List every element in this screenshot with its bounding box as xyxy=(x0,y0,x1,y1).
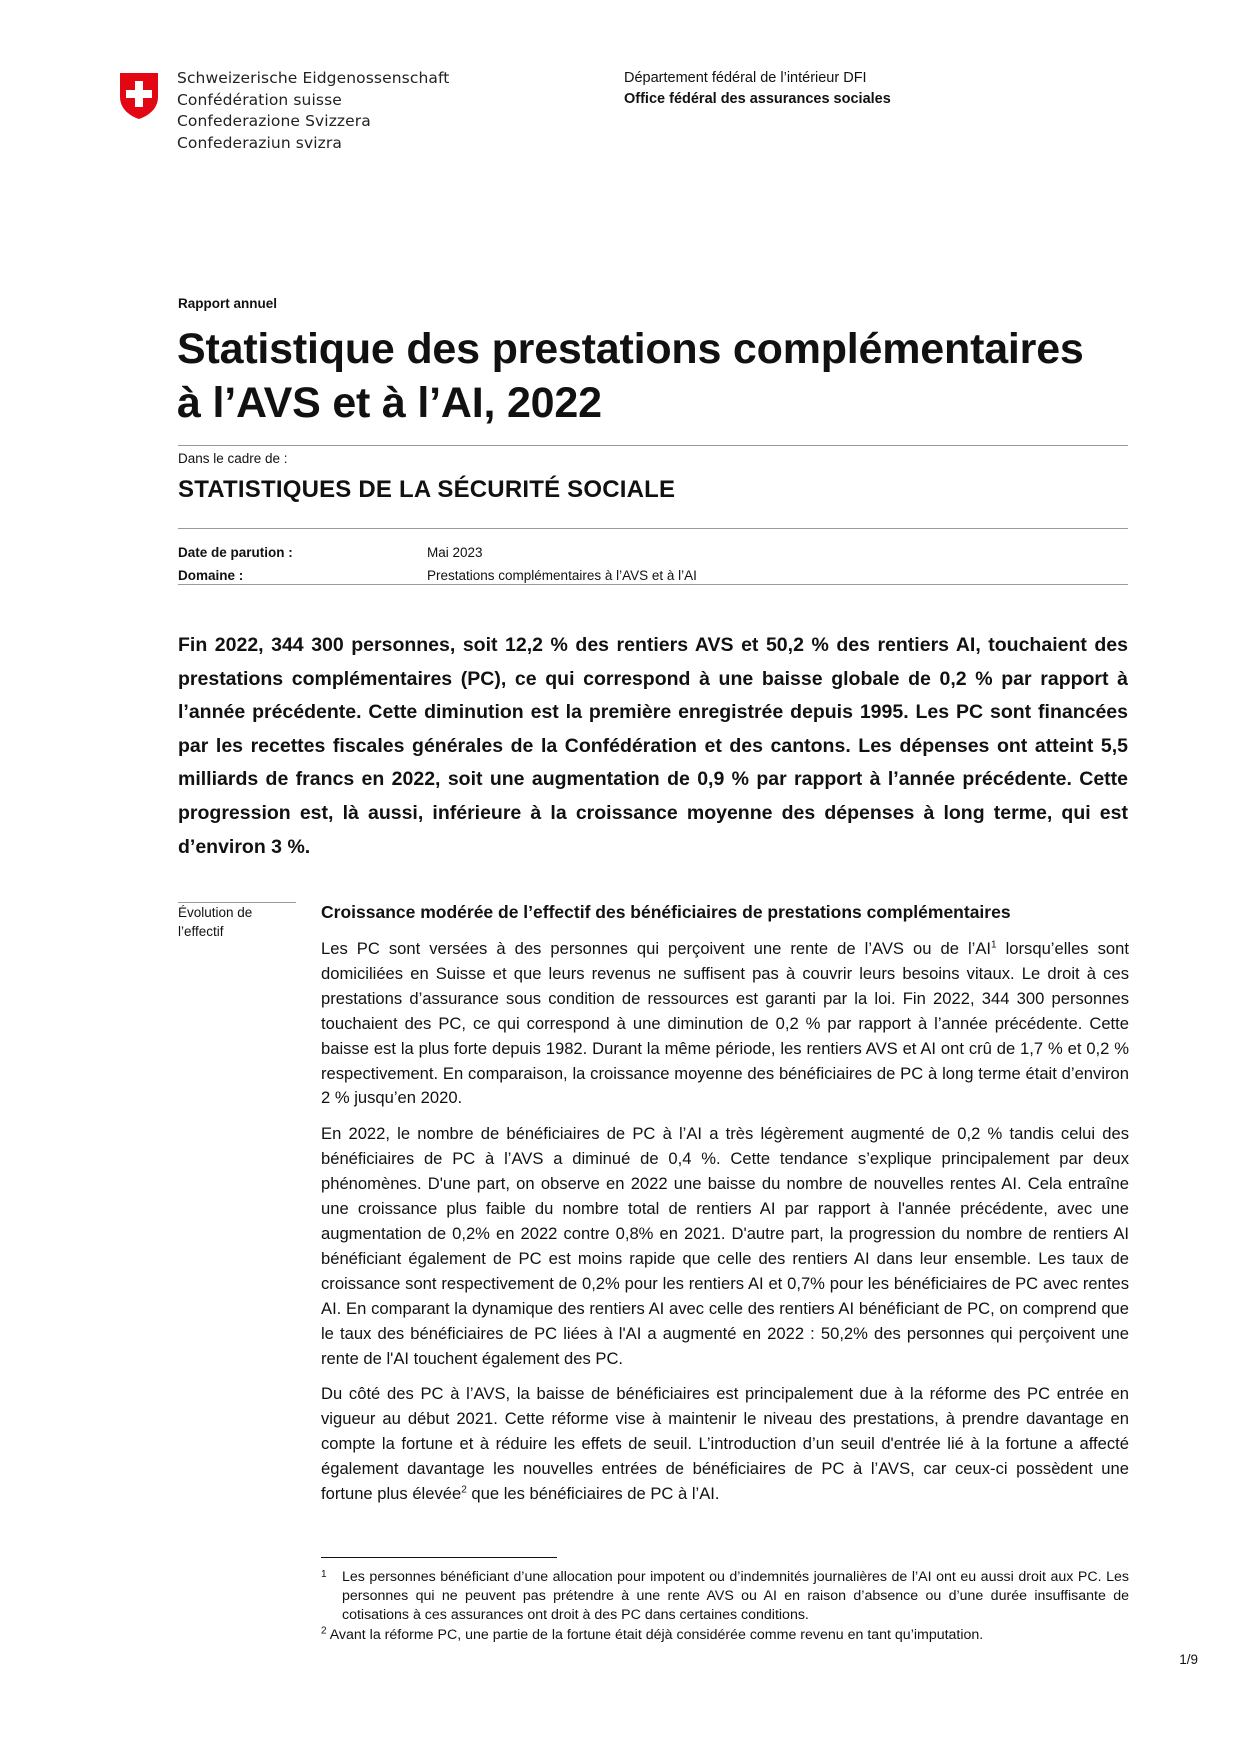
meta-label: Domaine : xyxy=(178,568,244,583)
paragraph-text: Du côté des PC à l’AVS, la baisse de bénéficiaires est principalement due à la réforme des PC entrée en vigueur au début 2021. Cette réforme vise à maintenir le niveau des prestations, à prendre davantage en compte la fortune et à réduire les effets de seuil. L’introduction d’un seuil d'entrée lié à la fortune a affecté également davantage les nouvelles entrées de bénéficiaires de PC à l’AVS, car ceux-ci possèdent une fortune plus élevée xyxy=(321,1384,1129,1504)
confederation-name-rm: Confederaziun svizra xyxy=(177,133,342,152)
section-body xyxy=(321,937,1129,1518)
footnote-text: Les personnes bénéficiant d’une allocation pour impotent ou d’indemnités journalières de l’AI ont eu aussi droit aux PC. Les personnes qui ne peuvent pas prétendre à une rente AVS ou AI en raison d’absence ou d’une durée insuffisante de cotisations à ces assurances ont droit à des PC dans certaines conditions. xyxy=(342,1569,1129,1624)
lead-paragraph: Fin 2022, 344 300 personnes, soit 12,2 % des rentiers AVS et 50,2 % des rentiers AI, touchaient des prestations complémentaires (PC), ce qui correspond à une baisse globale de 0,2 % par rapport à l’année précédente. Cette diminution est la première enregistrée depuis 1995. Les PC sont financées par les recettes fiscales générales de la Confédération et des cantons. Les dépenses ont atteint 5,5 milliards de francs en 2022, soit une augmentation de 0,9 % par rapport à l’année précédente. Cette progression est, là aussi, inférieure à la croissance moyenne des dépenses à long terme, qui est d’environ 3 %. xyxy=(178,634,1128,858)
page-number: 1/9 xyxy=(1179,1652,1198,1667)
footnote-mark: 1 xyxy=(321,1569,327,1580)
confederation-name-fr: Confédération suisse xyxy=(177,90,342,109)
meta-value: Mai 2023 xyxy=(427,545,483,560)
page-title xyxy=(177,322,1137,430)
department-name: Département fédéral de l’intérieur DFI xyxy=(624,70,867,86)
series-title: STATISTIQUES DE LA SÉCURITÉ SOCIALE xyxy=(178,476,676,503)
confederation-logo xyxy=(118,71,478,171)
footnotes xyxy=(321,1568,1129,1645)
body-paragraph-1 xyxy=(321,937,1129,1111)
report-type: Rapport annuel xyxy=(178,296,278,311)
section-heading: Croissance modérée de l’effectif des bénéficiaires de prestations complémentaires xyxy=(321,902,1011,922)
footnote-text: Avant la réforme PC, une partie de la fortune était déjà considérée comme revenu en tant qu’imputation. xyxy=(326,1626,984,1643)
confederation-name-it: Confederazione Svizzera xyxy=(177,112,371,130)
office-name: Office fédéral des assurances sociales xyxy=(624,91,891,107)
title-line-1: Statistique des prestations complémentaires xyxy=(177,325,1084,373)
swiss-shield-icon xyxy=(118,71,160,121)
divider-top xyxy=(178,445,1128,446)
context-label: Dans le cadre de : xyxy=(178,451,288,466)
footnote-1 xyxy=(321,1568,1129,1626)
divider-meta-top xyxy=(178,528,1128,529)
footnote-2 xyxy=(321,1626,1129,1645)
side-label: Évolution de l’effectif xyxy=(178,905,253,939)
body-paragraph-3 xyxy=(321,1382,1129,1507)
department-block xyxy=(624,68,891,110)
meta-label: Date de parution : xyxy=(178,545,293,560)
footnote-mark: 2 xyxy=(321,1624,327,1636)
footnote-rule xyxy=(321,1557,557,1558)
paragraph-text: lorsqu’elles sont domiciliées en Suisse et que leurs revenus ne suffisent pas à couvrir leurs besoins vitaux. Le droit à ces prestations d’assurance sous condition de ressources est garanti par la loi. Fin 2022, 344 300 personnes touchaient des PC, ce qui correspond à une diminution de 0,2 % par rapport à l’année précédente. Cette baisse est la plus forte depuis 1982. Durant la même période, les rentiers AVS et AI ont crû de 1,7 % et 0,2 % respectivement. En comparaison, la croissance moyenne des bénéficiaires de PC à long terme était d’environ 2 % jusqu’en 2020. xyxy=(321,939,1129,1108)
footnote-ref-2[interactable]: 2 xyxy=(461,1484,467,1496)
paragraph-text: Les PC sont versées à des personnes qui perçoivent une rente de l’AVS ou de l’AI xyxy=(321,939,992,958)
paragraph-text: que les bénéficiaires de PC à l’AI. xyxy=(466,1484,720,1504)
confederation-name-de: Schweizerische Eidgenossenschaft xyxy=(177,69,450,87)
confederation-names xyxy=(177,68,449,154)
meta-value: Prestations complémentaires à l’AVS et à l’AI xyxy=(427,568,697,583)
title-line-2: à l’AVS et à l’AI, 2022 xyxy=(177,379,602,427)
footnote-ref-1[interactable]: 1 xyxy=(991,939,997,951)
body-paragraph-2: En 2022, le nombre de bénéficiaires de PC à l’AI a très légèrement augmenté de 0,2 % tandis celui des bénéficiaires de PC à l’AVS a diminué de 0,4 %. Cette tendance s’explique principalement par deux phénomènes. D'une part, on observe en 2022 une baisse du nombre de nouvelles rentes AI. Cela entraîne une croissance plus faible du nombre total de rentiers AI par rapport à l'année précédente, avec une augmentation de 0,2% en 2022 contre 0,8% en 2021. D'autre part, la progression du nombre de rentiers AI bénéficiant également de PC est moins rapide que celle des rentiers AI dans leur ensemble. Les taux de croissance sont respectivement de 0,2% pour les rentiers AI et 0,7% pour les bénéficiaires de PC avec rentes AI. En comparant la dynamique des rentiers AI avec celle des rentiers AI bénéficiant de PC, on comprend que le taux des bénéficiaires de PC liées à l'AI a augmenté en 2022 : 50,2% des personnes qui perçoivent une rente de l'AI touchent également des PC. xyxy=(321,1124,1129,1368)
divider-meta-bottom xyxy=(178,584,1128,585)
